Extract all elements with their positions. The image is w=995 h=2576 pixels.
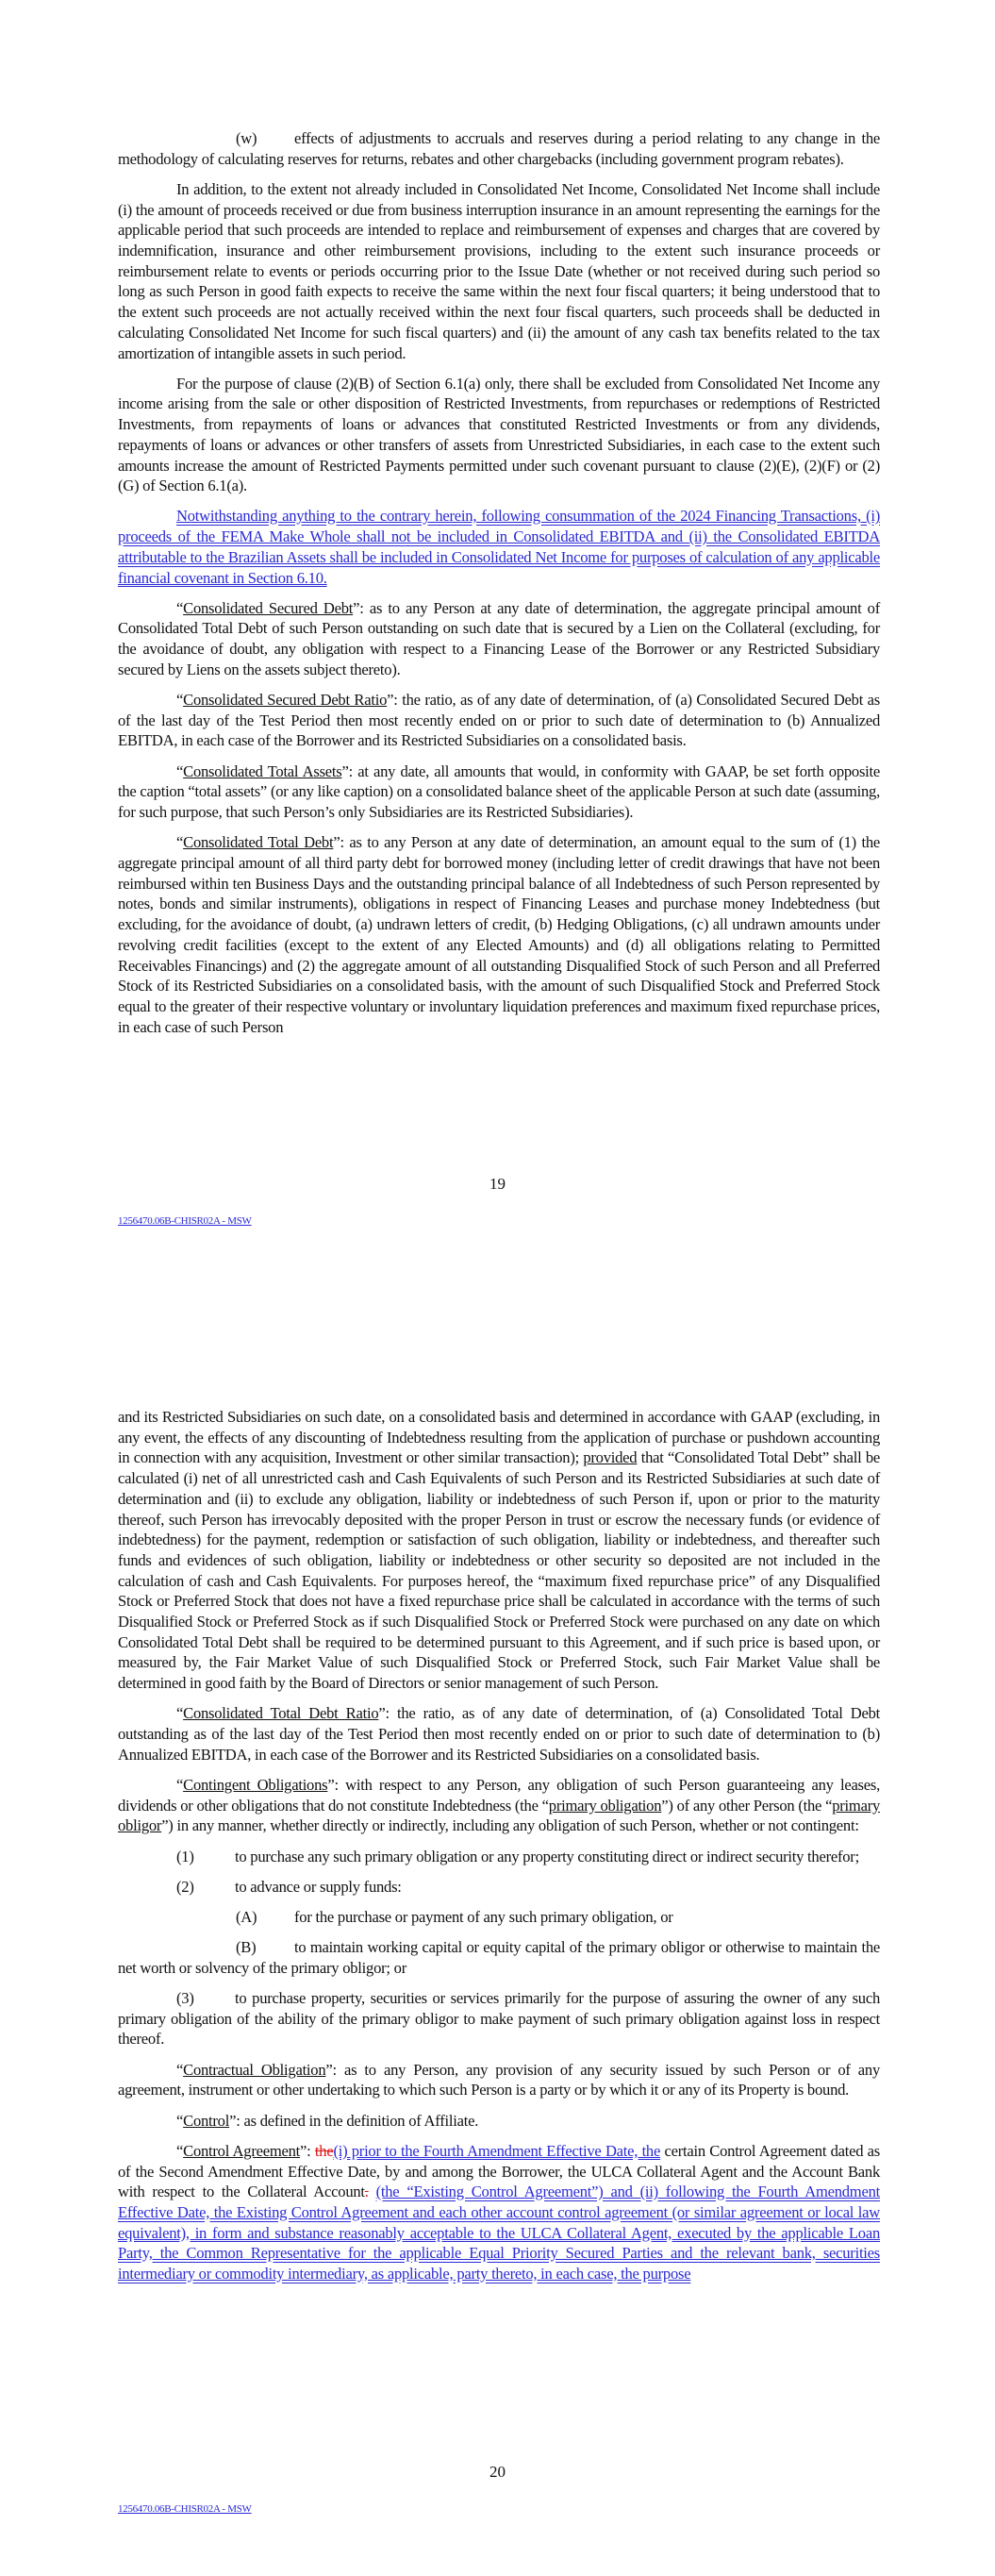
body-text: ”: the ratio, as of any date of determination, of (a) Consolidated Total Debt outstanding as of the last day of the Test Period then most recently ended on or prior to such date of determination to (b) Annualized EBITDA, in each case of the Borrower and its Restricted Subsidiaries on a consolidated basis. xyxy=(118,1704,880,1764)
body-text: “ xyxy=(176,2141,184,2160)
inserted-text: (i) prior to the Fourth Amendment Effective Date, the xyxy=(333,2141,661,2160)
inserted-text: (the “Existing Control Agreement”) and (ii) following the Fourth Amendment Effective Date, the Existing Control Agreement and each other account control agreement (or similar agreement or local law equivalent), in form and substance reasonably acceptable to the ULCA Collateral Agent, executed by the applicable Loan Party, the Common Representative for the applicable Equal Priority Secured Parties and the relevant bank, securities intermediary or commodity intermediary, as applicable, party thereto, in each case, the purpose xyxy=(118,2183,880,2283)
paragraph xyxy=(118,1703,880,1765)
paragraph xyxy=(118,2111,880,2132)
defined-term: primary obligor xyxy=(118,1796,881,1835)
page-19-body xyxy=(118,128,880,1047)
document-id-footer[interactable]: 1256470.06B-CHISR02A - MSW xyxy=(118,1215,252,1227)
body-text: In addition, to the extent not already included in Consolidated Net Income, Consolidated Net Income shall include (i) the amount of proceeds received or due from business interruption insurance in an amount representing the earnings for the applicable period that such proceeds are intended to replace and reimbursement of expenses and charges that are covered by indemnification, insurance and other reimbursement provisions, including to the extent such insurance proceeds or reimbursement relate to events or periods occurring prior to the Issue Date (whether or not received during such period so long as such Person in good faith expects to receive the same within the next four fiscal quarters; it being understood that to the extent such proceeds are not actually received within the next four fiscal quarters, such proceeds shall be deducted in calculating Consolidated Net Income for such fiscal quarters) and (ii) the amount of any cash tax benefits related to the tax amortization of intangible assets in such period. xyxy=(118,179,880,362)
document-id-footer[interactable]: 1256470.06B-CHISR02A - MSW xyxy=(118,2503,252,2515)
body-text: effects of adjustments to accruals and reserves during a period relating to any change in the methodology of calculating reserves for returns, rebates and other chargebacks (including government program rebates). xyxy=(118,129,880,168)
defined-term: Contingent Obligations xyxy=(183,1775,328,1794)
paragraph xyxy=(118,598,880,680)
page-20-body xyxy=(118,1407,880,2294)
body-text: ”: at any date, all amounts that would, in conformity with GAAP, be set forth opposite the caption “total assets” (or any like caption) on a consolidated balance sheet of the applicable Person at such date (assuming, for such purpose, that such Person’s only Subsidiaries are its Restricted Subsidiaries). xyxy=(118,761,881,822)
paragraph xyxy=(118,832,880,1037)
defined-term: Control xyxy=(183,2111,230,2130)
body-text: ”) of any other Person (the “ xyxy=(661,1796,833,1815)
paragraph xyxy=(118,2141,880,2284)
body-text: and its Restricted Subsidiaries on such date, on a consolidated basis and determined in accordance with GAAP (excluding, in any event, the effects of any discounting of Indebtedness resulting from the application of purchase or pushdown accounting in connection with any acquisition, Investment or other similar transaction); xyxy=(118,1408,880,1467)
list-item-label: (3) xyxy=(176,1989,194,2008)
list-item-label: (1) xyxy=(176,1847,194,1865)
defined-term: Consolidated Total Debt Ratio xyxy=(183,1704,379,1723)
body-text: certain Control Agreement dated as of the Second Amendment Effective Date, by and among the Borrower, the ULCA Collateral Agent and the Account Bank with respect to the Collateral Account xyxy=(118,2141,880,2201)
body-text: “ xyxy=(176,1704,184,1723)
paragraph xyxy=(118,374,880,496)
body-text: “ xyxy=(176,691,184,710)
body-text: “ xyxy=(176,833,184,852)
body-text: to maintain working capital or equity capital of the primary obligor or otherwise to maintain the net worth or solvency of the primary obligor; or xyxy=(118,1938,880,1977)
body-text: to advance or supply funds: xyxy=(235,1877,402,1896)
list-item xyxy=(118,1937,880,1978)
body-text: ”: with respect to any Person, any obligation of such Person guaranteeing any leases, dividends or other obligations that do not constitute Indebtedness (the “ xyxy=(118,1775,880,1815)
defined-term: Contractual Obligation xyxy=(183,2060,326,2079)
body-text xyxy=(369,2183,376,2200)
body-text: ”: as to any Person at any date of determination, the aggregate principal amount of Consolidated Total Debt of such Person outstanding on such date that is secured by a Lien on the Collateral (excluding, for the avoidance of doubt, any obligation with respect to a Financing Lease of the Borrower or any Restricted Subsidiary secured by Liens on the assets subject thereto). xyxy=(118,598,880,678)
body-text: ”) in any manner, whether directly or indirectly, including any obligation of such Person, whether or not contingent: xyxy=(161,1816,859,1835)
list-item-label: (A) xyxy=(236,1907,257,1926)
inserted-text: Notwithstanding anything to the contrary herein, following consummation of the 2024 Financing Transactions, (i) proceeds of the FEMA Make Whole shall not be included in Consolidated EBITDA and (ii) the Consolidated EBITDA attributable to the Brazilian Assets shall be included in Consolidated Net Income for purposes of calculation of any applicable financial covenant in Section 6.10. xyxy=(118,507,880,587)
body-text: “ xyxy=(176,2060,184,2079)
list-item xyxy=(118,128,880,169)
paragraph xyxy=(118,179,880,363)
defined-term: primary obligation xyxy=(548,1796,662,1815)
body-text: ”: xyxy=(300,2141,315,2160)
list-item-label: (2) xyxy=(176,1877,194,1896)
paragraph xyxy=(118,761,880,823)
body-text: ”: as to any Person at any date of determination, an amount equal to the sum of (1) the aggregate principal amount of all third party debt for borrowed money (including letter of credit drawings that have not been reimbursed within ten Business Days and the outstanding principal balance of all Indebtedness of such Person represented by notes, bonds and similar instruments), obligations in respect of Financing Leases and purchase money Indebtedness (but excluding, for the avoidance of doubt, (a) undrawn letters of credit, (b) Hedging Obligations, (c) all undrawn amounts under revolving credit facilities (except to the extent of any Elected Amounts) and (d) all obligations relating to Permitted Receivables Financings) and (2) the aggregate amount of all outstanding Disqualified Stock of such Person and all Preferred Stock of its Restricted Subsidiaries on a consolidated basis, with the amount of such Disqualified Stock and Preferred Stock equal to the greater of their respective voluntary or involuntary liquidation preferences and maximum fixed repurchase prices, in each case of such Person xyxy=(118,833,880,1036)
list-item-label: (w) xyxy=(236,129,257,147)
defined-term: Consolidated Total Debt xyxy=(183,833,334,852)
paragraph xyxy=(118,506,880,588)
deleted-text: the xyxy=(314,2141,334,2160)
list-item-label: (B) xyxy=(236,1938,257,1957)
body-text: to purchase property, securities or services primarily for the purpose of assuring the owner of any such primary obligation of the ability of the primary obligor to make payment of such primary obligation against loss in respect thereof. xyxy=(118,1989,880,2049)
body-text: ”: as defined in the definition of Affiliate. xyxy=(229,2111,479,2130)
body-text: ”: the ratio, as of any date of determination, of (a) Consolidated Secured Debt as of the last day of the Test Period then most recently ended on or prior to such date of determination to (b) Annualized EBITDA, in each case of the Borrower and its Restricted Subsidiaries on a consolidated basis. xyxy=(118,691,880,750)
body-text: for the purchase or payment of any such primary obligation, or xyxy=(294,1907,673,1926)
body-text: to purchase any such primary obligation or any property constituting direct or indirect security therefor; xyxy=(235,1847,859,1865)
deleted-text: . xyxy=(364,2183,369,2201)
body-text: “ xyxy=(176,598,184,617)
body-text: that “Consolidated Total Debt” shall be calculated (i) net of all unrestricted cash and Cash Equivalents of such Person and its Restricted Subsidiaries at such date of determination and (ii) to exclude any obligation, liability or indebtedness of such Person if, upon or prior to the maturity thereof, such Person has irrevocably deposited with the proper Person in trust or escrow the necessary funds (or evidence of indebtedness) for the payment, redemption or satisfaction of such obligation, liability or indebtedness, and thereafter such funds and evidences of such obligation, liability or indebtedness or other security so deposited are not included in the calculation of cash and Cash Equivalents. For purposes hereof, the “maximum fixed repurchase price” of any Disqualified Stock or Preferred Stock that does not have a fixed repurchase price shall be calculated in accordance with the terms of such Disqualified Stock or Preferred Stock as if such Disqualified Stock or Preferred Stock were purchased on any date on which Consolidated Total Debt shall be required to be determined pursuant to this Agreement, and if such price is based upon, or measured by, the Fair Market Value of such Disqualified Stock or Preferred Stock, such Fair Market Value shall be determined in good faith by the Board of Directors or senior management of such Person. xyxy=(118,1448,880,1693)
defined-term: Consolidated Secured Debt Ratio xyxy=(183,691,388,710)
paragraph xyxy=(118,1775,880,1836)
defined-term: provided xyxy=(583,1448,638,1467)
body-text: “ xyxy=(176,761,184,780)
body-text: “ xyxy=(176,2111,184,2130)
list-item xyxy=(118,1907,880,1928)
paragraph xyxy=(118,1407,880,1694)
paragraph xyxy=(118,690,880,751)
body-text: “ xyxy=(176,1775,184,1794)
page-number: 20 xyxy=(489,2463,506,2481)
defined-term: Consolidated Secured Debt xyxy=(183,598,354,617)
paragraph xyxy=(118,2060,880,2100)
defined-term: Consolidated Total Assets xyxy=(183,761,342,780)
list-item xyxy=(118,1988,880,2049)
list-item xyxy=(118,1877,880,1898)
page-number: 19 xyxy=(489,1175,506,1193)
defined-term: Control Agreement xyxy=(183,2141,301,2160)
body-text: For the purpose of clause (2)(B) of Section 6.1(a) only, there shall be excluded from Consolidated Net Income any income arising from the sale or other disposition of Restricted Investments, from repurchases or redemptions of Restricted Investments, from repayments of loans or advances that constituted Restricted Investments or from any dividends, repayments of loans or advances or other transfers of assets from Unrestricted Subsidiaries, in each case to the extent such amounts increase the amount of Restricted Payments permitted under such covenant pursuant to clause (2)(E), (2)(F) or (2)(G) of Section 6.1(a). xyxy=(118,374,880,495)
body-text: ”: as to any Person, any provision of any security issued by such Person or of any agreement, instrument or other undertaking to which such Person is a party or by which it or any of its Property is bound. xyxy=(118,2060,880,2099)
list-item xyxy=(118,1847,880,1867)
